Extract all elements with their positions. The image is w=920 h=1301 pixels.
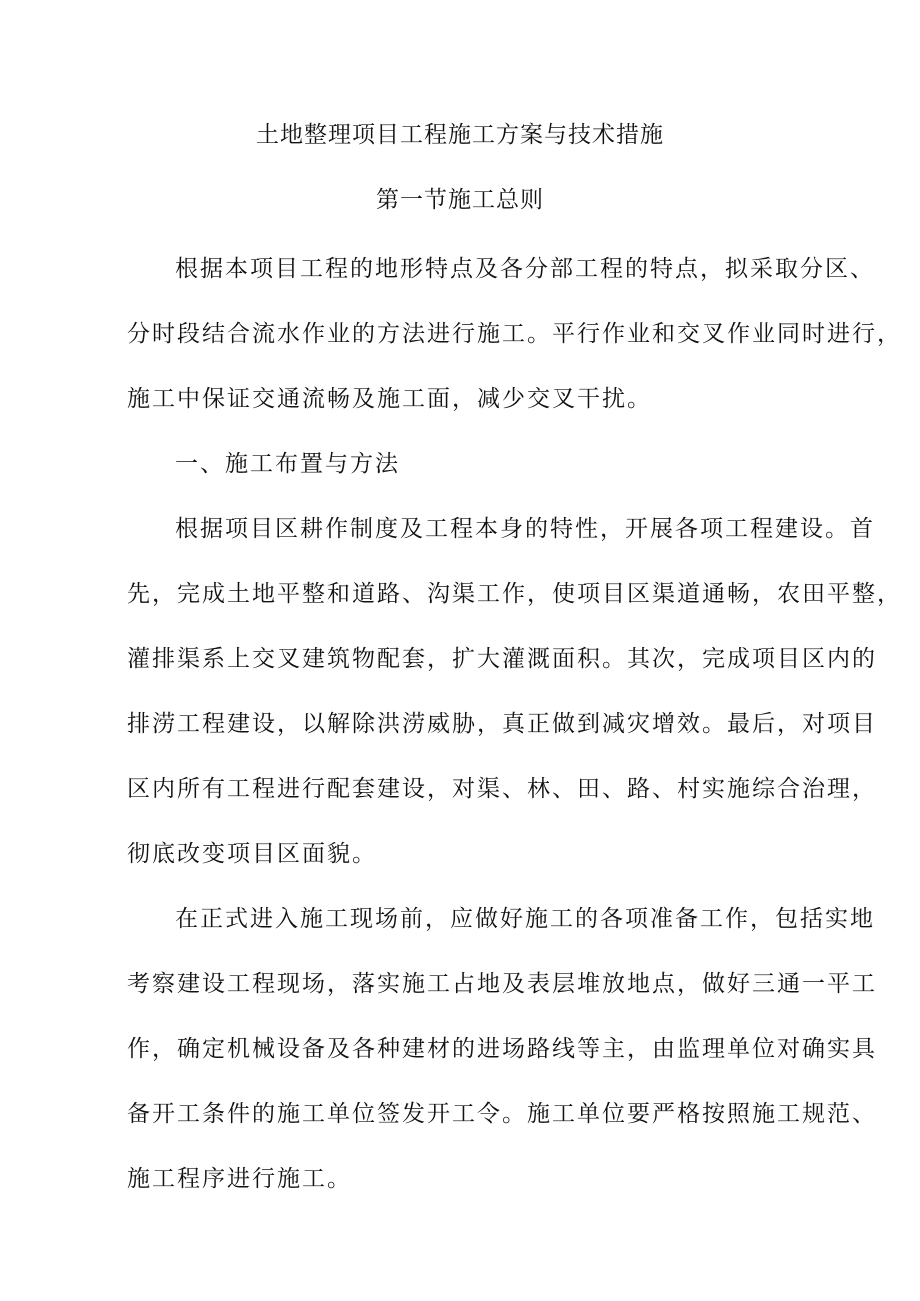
paragraph-line: 彻底改变项目区面貌。 [127, 841, 377, 867]
paragraph-line: 施工程序进行施工。 [127, 1166, 352, 1192]
paragraph-line: 备开工条件的施工单位签发开工令。施工单位要严格按照施工规范、 [127, 1101, 877, 1127]
paragraph-line: 排涝工程建设，以解除洪涝威胁，真正做到减灾增效。最后，对项目 [127, 711, 877, 737]
paragraph-line: 灌排渠系上交叉建筑物配套，扩大灌溉面积。其次，完成项目区内的 [127, 646, 877, 672]
paragraph-line: 考察建设工程现场，落实施工占地及表层堆放地点，做好三通一平工 [127, 971, 877, 997]
paragraph-general-principles [127, 237, 902, 432]
paragraph-line: 分时段结合流水作业的方法进行施工。平行作业和交叉作业同时进行， [127, 321, 902, 347]
paragraph-preparation [127, 887, 877, 1212]
paragraph-line: 施工中保证交通流畅及施工面，减少交叉干扰。 [127, 386, 652, 412]
section-title: 第一节施工总则 [376, 187, 544, 213]
paragraph-line: 根据项目区耕作制度及工程本身的特性，开展各项工程建设。首 [175, 516, 875, 542]
paragraph-line: 在正式进入施工现场前，应做好施工的各项准备工作，包括实地 [175, 906, 875, 932]
paragraph-line: 根据本项目工程的地形特点及各分部工程的特点，拟采取分区、 [175, 256, 875, 282]
paragraph-layout-method [127, 497, 902, 887]
paragraph-line: 区内所有工程进行配套建设，对渠、林、田、路、村实施综合治理， [127, 776, 877, 802]
document-title: 土地整理项目工程施工方案与技术措施 [256, 122, 664, 148]
paragraph-line: 先，完成土地平整和道路、沟渠工作，使项目区渠道通畅，农田平整， [127, 581, 902, 607]
section-heading [127, 432, 827, 497]
heading-text: 一、施工布置与方法 [175, 451, 400, 477]
paragraph-line: 作，确定机械设备及各种建材的进场路线等主，由监理单位对确实具 [127, 1036, 877, 1062]
